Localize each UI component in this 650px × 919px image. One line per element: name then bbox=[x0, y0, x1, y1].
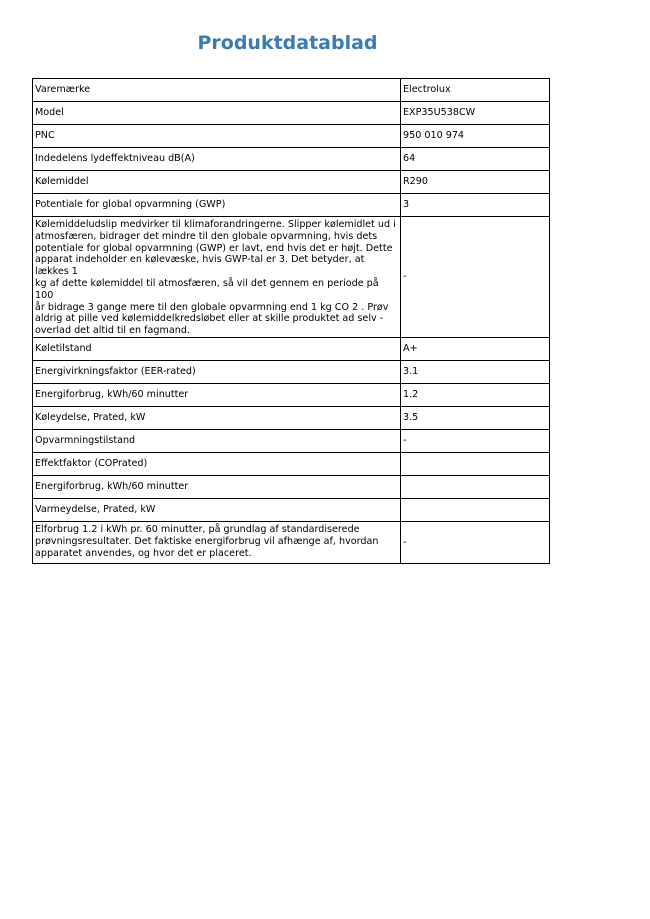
row-label: Elforbrug 1.2 i kWh pr. 60 minutter, på grundlag af standardiserede prøvningsresultater. Det faktiske energiforbrug vil afhænge af, hvordan apparatet anvendes, og hvor det er placeret. bbox=[33, 521, 401, 563]
row-label: Model bbox=[33, 102, 401, 125]
page-title: Produktdatablad bbox=[197, 32, 378, 54]
table-row-refrigerant bbox=[33, 171, 550, 194]
table-row-sound-level bbox=[33, 148, 550, 171]
row-label: Varmeydelse, Prated, kW bbox=[33, 498, 401, 521]
table-row-cop bbox=[33, 452, 550, 475]
row-label: Indedelens lydeffektniveau dB(A) bbox=[33, 148, 401, 171]
row-label: Opvarmningstilstand bbox=[33, 429, 401, 452]
row-value: - bbox=[401, 429, 550, 452]
table-row-brand bbox=[33, 79, 550, 102]
row-label: Potentiale for global opvarmning (GWP) bbox=[33, 194, 401, 217]
table-row-gwp bbox=[33, 194, 550, 217]
row-value: EXP35U538CW bbox=[401, 102, 550, 125]
row-value: - bbox=[401, 521, 550, 563]
row-value: 1.2 bbox=[401, 383, 550, 406]
row-label: PNC bbox=[33, 125, 401, 148]
row-label: Kølemiddel bbox=[33, 171, 401, 194]
row-label: Energiforbrug, kWh/60 minutter bbox=[33, 475, 401, 498]
table-row-model bbox=[33, 102, 550, 125]
row-value: Electrolux bbox=[401, 79, 550, 102]
table-row-pnc bbox=[33, 125, 550, 148]
table-row-cooling-capacity bbox=[33, 406, 550, 429]
table-row-heating-mode bbox=[33, 429, 550, 452]
product-data-table bbox=[32, 78, 550, 564]
row-label: Energiforbrug, kWh/60 minutter bbox=[33, 383, 401, 406]
row-value: A+ bbox=[401, 337, 550, 360]
row-label: Effektfaktor (COPrated) bbox=[33, 452, 401, 475]
row-label: Køleydelse, Prated, kW bbox=[33, 406, 401, 429]
table-row-energy-heating bbox=[33, 475, 550, 498]
row-value: 64 bbox=[401, 148, 550, 171]
table-row-heating-capacity bbox=[33, 498, 550, 521]
table-row-cooling-mode bbox=[33, 337, 550, 360]
table-row-energy-notice bbox=[33, 521, 550, 563]
row-value: R290 bbox=[401, 171, 550, 194]
table-row-energy-cooling bbox=[33, 383, 550, 406]
row-value: 3 bbox=[401, 194, 550, 217]
row-value: - bbox=[401, 217, 550, 338]
table-row-eer bbox=[33, 360, 550, 383]
row-value bbox=[401, 475, 550, 498]
row-value: 3.5 bbox=[401, 406, 550, 429]
row-label: Varemærke bbox=[33, 79, 401, 102]
row-label: Køletilstand bbox=[33, 337, 401, 360]
row-value bbox=[401, 498, 550, 521]
table-row-refrigerant-notice bbox=[33, 217, 550, 338]
row-label: Kølemiddeludslip medvirker til klimaforandringerne. Slipper kølemidlet ud i atmosfæren, bidrager det mindre til den globale opvarmning, hvis dets potentiale for global opvarmning (GWP) er lavt, end hvis det er højt. Dette apparat indeholder en kølevæske, hvis GWP-tal er 3. Det betyder, at lækkes 1 kg af dette kølemiddel til atmosfæren, så vil det gennem en periode på 100 år bidrage 3 gange mere til den globale opvarmning end 1 kg CO 2 . Prøv aldrig at pille ved kølemiddelkredsløbet eller at skille produktet ad selv - overlad det altid til en fagmand. bbox=[33, 217, 401, 338]
row-value bbox=[401, 452, 550, 475]
row-label: Energivirkningsfaktor (EER-rated) bbox=[33, 360, 401, 383]
row-value: 950 010 974 bbox=[401, 125, 550, 148]
row-value: 3.1 bbox=[401, 360, 550, 383]
